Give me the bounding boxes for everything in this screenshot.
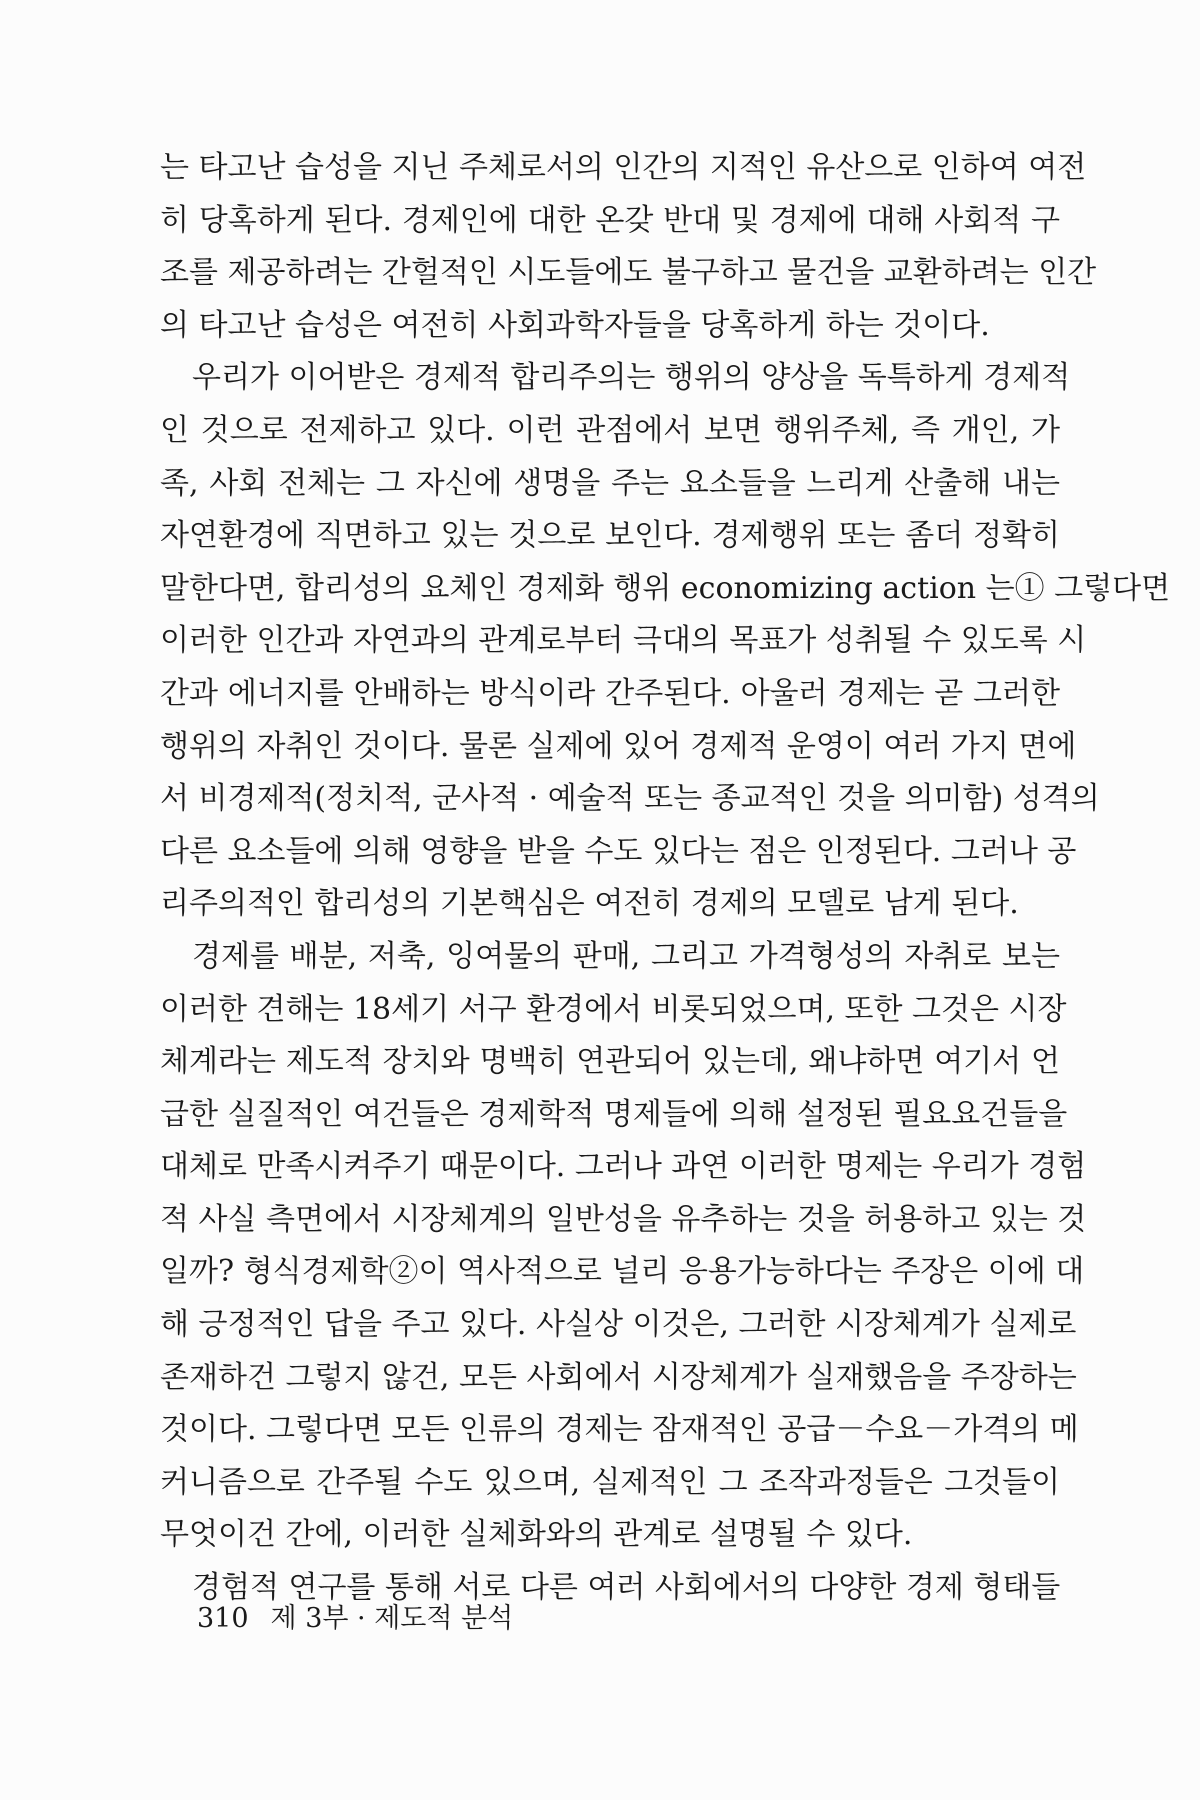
text-line: 경험적 연구를 통해 서로 다른 여러 사회에서의 다양한 경제 형태들 <box>192 1570 1061 1606</box>
text-line: 이러한 견해는 18세기 서구 환경에서 비롯되었으며, 또한 그것은 시장 <box>160 991 1067 1027</box>
text-line: 인 것으로 전제하고 있다. 이런 관점에서 보면 행위주체, 즉 개인, 가 <box>160 412 1060 448</box>
text-line: 경제를 배분, 저축, 잉여물의 판매, 그리고 가격형성의 자취로 보는 <box>192 938 1060 974</box>
text-line: 다른 요소들에 의해 영향을 받을 수도 있다는 점은 인정된다. 그러나 공 <box>160 833 1077 869</box>
text-line: 무엇이건 간에, 이러한 실체화와의 관계로 설명될 수 있다. <box>160 1517 913 1553</box>
text-line: 조를 제공하려는 간헐적인 시도들에도 불구하고 물건을 교환하려는 인간 <box>160 255 1097 291</box>
page-footer <box>197 1596 513 1635</box>
text-line: 간과 에너지를 안배하는 방식이라 간주된다. 아울러 경제는 곧 그러한 <box>160 675 1060 711</box>
text-line: 말한다면, 합리성의 요체인 경제화 행위 economizing action 는① 그렇다면 <box>160 570 1171 606</box>
text-line: 는 타고난 습성을 지닌 주체로서의 인간의 지적인 유산으로 인하여 여전 <box>160 150 1087 185</box>
text-line: 해 긍정적인 답을 주고 있다. 사실상 이것은, 그러한 시장체계가 실제로 <box>160 1307 1077 1343</box>
text-line: 적 사실 측면에서 시장체계의 일반성을 유추하는 것을 허용하고 있는 것 <box>160 1201 1087 1237</box>
text-line: 일까? 형식경제학②이 역사적으로 널리 응용가능하다는 주장은 이에 대 <box>160 1254 1085 1290</box>
text-line: 이러한 인간과 자연과의 관계로부터 극대의 목표가 성취될 수 있도록 시 <box>160 623 1087 659</box>
text-line: 대체로 만족시켜주기 때문이다. 그러나 과연 이러한 명제는 우리가 경험 <box>160 1149 1087 1185</box>
text-line: 체계라는 제도적 장치와 명백히 연관되어 있는데, 왜냐하면 여기서 언 <box>160 1044 1060 1080</box>
text-line: 급한 실질적인 여건들은 경제학적 명제들에 의해 설정된 필요요건들을 <box>160 1096 1068 1132</box>
page-number: 310 <box>197 1603 249 1634</box>
body-text <box>160 142 1171 1615</box>
text-line: 것이다. 그렇다면 모든 인류의 경제는 잠재적인 공급－수요－가격의 메 <box>160 1412 1079 1448</box>
text-line: 서 비경제적(정치적, 군사적 · 예술적 또는 종교적인 것을 의미함) 성격의 <box>160 781 1100 817</box>
text-line: 커니즘으로 간주될 수도 있으며, 실제적인 그 조작과정들은 그것들이 <box>160 1464 1060 1500</box>
text-line: 의 타고난 습성은 여전히 사회과학자들을 당혹하게 하는 것이다. <box>160 307 990 343</box>
text-line: 행위의 자취인 것이다. 물론 실제에 있어 경제적 운영이 여러 가지 면에 <box>160 728 1077 764</box>
text-line: 우리가 이어받은 경제적 합리주의는 행위의 양상을 독특하게 경제적 <box>192 360 1071 396</box>
text-line: 자연환경에 직면하고 있는 것으로 보인다. 경제행위 또는 좀더 정확히 <box>160 518 1060 554</box>
text-line: 존재하건 그렇지 않건, 모든 사회에서 시장체계가 실재했음을 주장하는 <box>160 1359 1077 1395</box>
text-line: 리주의적인 합리성의 기본핵심은 여전히 경제의 모델로 남게 된다. <box>160 886 1019 922</box>
text-line: 히 당혹하게 된다. 경제인에 대한 온갖 반대 및 경제에 대해 사회적 구 <box>160 202 1060 238</box>
text-line: 족, 사회 전체는 그 자신에 생명을 주는 요소들을 느리게 산출해 내는 <box>160 465 1060 501</box>
section-title: 제 3부 · 제도적 분석 <box>270 1603 514 1634</box>
